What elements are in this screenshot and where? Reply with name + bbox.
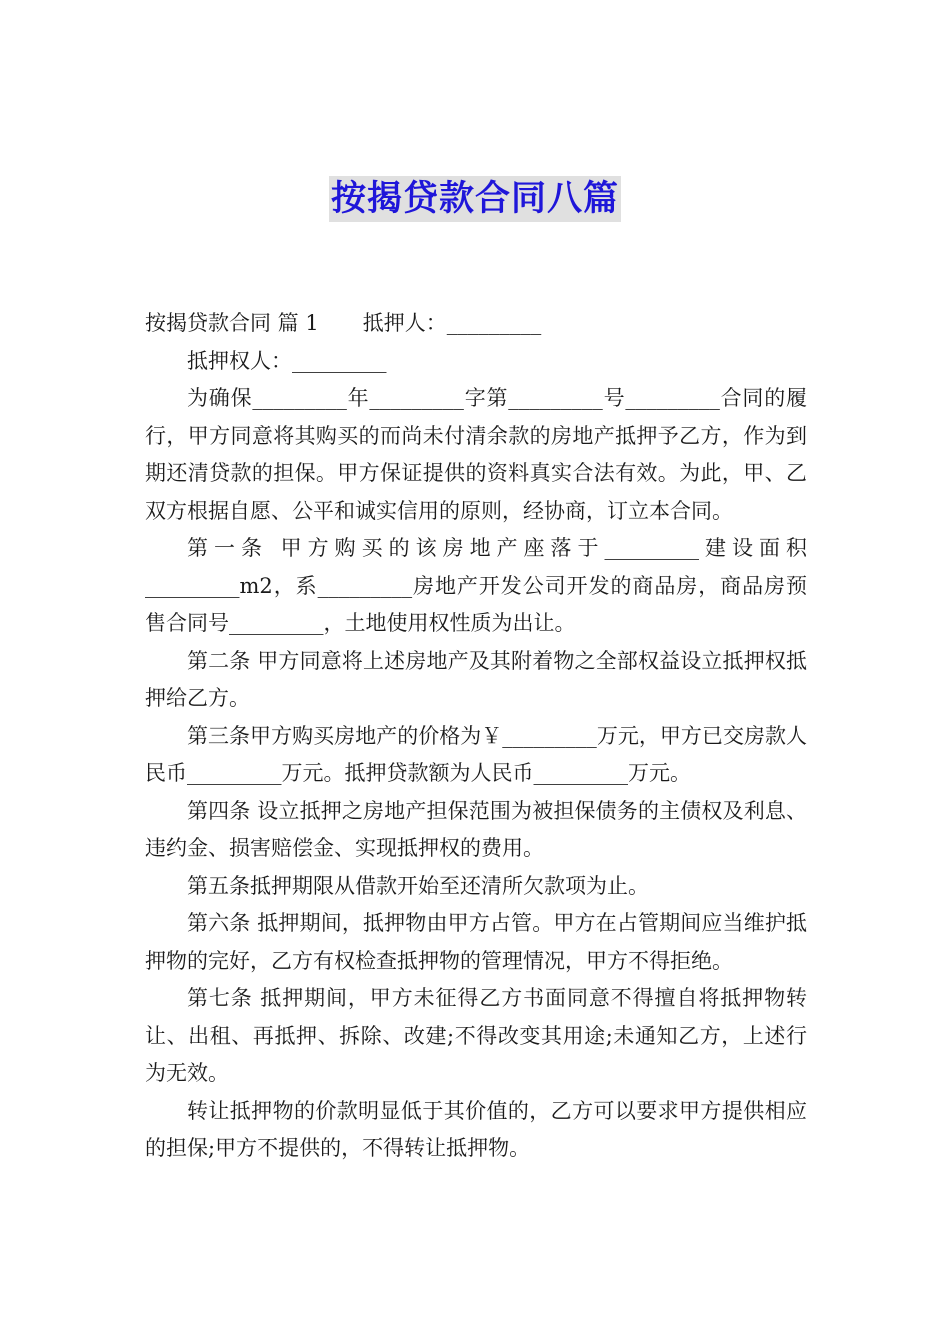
document-body: [145, 305, 807, 1168]
mortgagee-line: 抵押权人：_________: [187, 348, 387, 373]
transfer-paragraph: 转让抵押物的价款明显低于其价值的，乙方可以要求甲方提供相应的担保;甲方不提供的，不得转让抵押物。: [145, 1098, 807, 1160]
preamble-paragraph: 为确保_________年_________字第_________号_________合同的履行，甲方同意将其购买的而尚未付清余款的房地产抵押予乙方，作为到期还清贷款的担保。甲方保证提供的资料真实合法有效。为此，甲、乙双方根据自愿、公平和诚实信用的原则，经协商，订立本合同。: [145, 386, 807, 523]
article-7: 第七条 抵押期间，甲方未征得乙方书面同意不得擅自将抵押物转让、出租、再抵押、拆除、改建;不得改变其用途;未通知乙方，上述行为无效。: [145, 986, 807, 1085]
mortgagor-line: 抵押人：_________: [362, 311, 542, 335]
article-3: 第三条甲方购买房地产的价格为￥_________万元，甲方已交房款人民币_________万元。抵押贷款额为人民币_________万元。: [145, 723, 807, 785]
article-5: 第五条抵押期限从借款开始至还清所欠款项为止。: [187, 873, 649, 898]
article-4: 第四条 设立抵押之房地产担保范围为被担保债务的主债权及利息、违约金、损害赔偿金、实现抵押权的费用。: [145, 798, 807, 860]
title-container: [0, 176, 950, 222]
article-6: 第六条 抵押期间，抵押物由甲方占管。甲方在占管期间应当维护抵押物的完好，乙方有权检查抵押物的管理情况，甲方不得拒绝。: [145, 911, 807, 973]
article-1: 第一条 甲方购买的该房地产座落于_________建设面积_________m2，系_________房地产开发公司开发的商品房，商品房预售合同号_________，土地使用权性质为出让。: [145, 536, 807, 635]
article-2: 第二条 甲方同意将上述房地产及其附着物之全部权益设立抵押权抵押给乙方。: [145, 648, 807, 710]
heading-label: 按揭贷款合同 篇 1: [145, 311, 319, 335]
document-title: 按揭贷款合同八篇: [329, 176, 621, 222]
opening-line: [145, 305, 807, 343]
